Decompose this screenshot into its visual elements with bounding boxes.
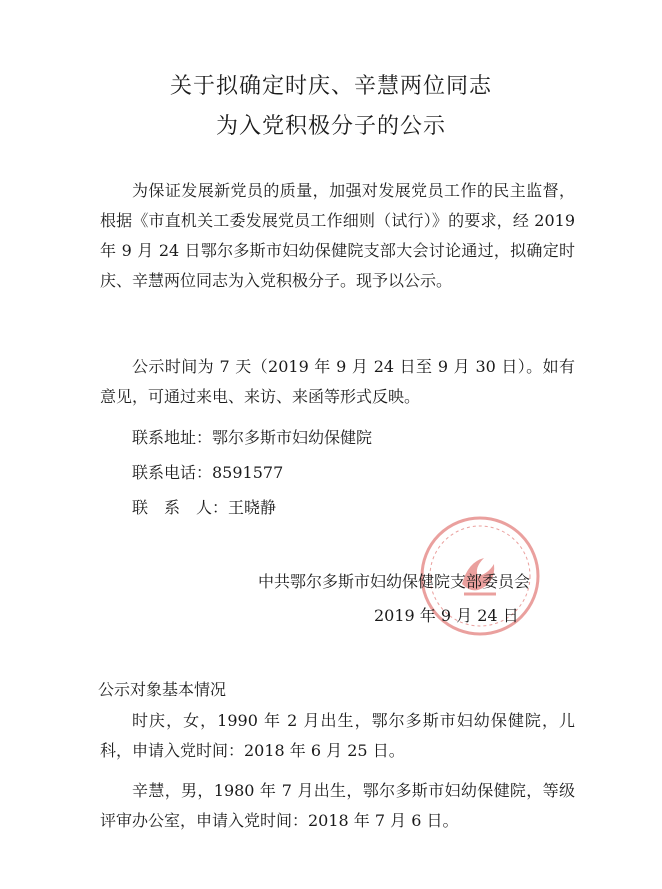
candidates-section-title: 公示对象基本情况 [98,680,227,699]
page-title-line-2: 为入党积极分子的公示 [215,114,446,139]
signature-organization: 中共鄂尔多斯市妇幼保健院支部委员会 [258,572,531,591]
contact-person: 联 系 人：王晓静 [132,498,277,517]
contact-phone: 联系电话：8591577 [132,463,284,482]
body-paragraph-2: 公示时间为 7 天（2019 年 9 月 24 日至 9 月 30 日）。如有意见，可通过来电、来访、来函等形式反映。 [100,357,575,406]
signature-date: 2019 年 9 月 24 日 [374,606,519,625]
candidate-2-info: 辛慧，男，1980 年 7 月出生，鄂尔多斯市妇幼保健院，等级评审办公室，申请入党时间：2018 年 7 月 6 日。 [100,781,575,830]
candidate-1-info: 时庆，女，1990 年 2 月出生，鄂尔多斯市妇幼保健院，儿科，申请入党时间：2018 年 6 月 25 日。 [100,711,575,760]
page-title-line-1: 关于拟确定时庆、辛慧两位同志 [169,74,492,99]
contact-address: 联系地址：鄂尔多斯市妇幼保健院 [132,428,373,447]
body-paragraph-1: 为保证发展新党员的质量，加强对发展党员工作的民主监督，根据《市直机关工委发展党员工作细则（试行）》的要求，经 2019 年 9 月 24 日鄂尔多斯市妇幼保健院支部大会讨论通过，拟确定时庆、辛慧两位同志为入党积极分子。现予以公示。 [100,181,575,290]
